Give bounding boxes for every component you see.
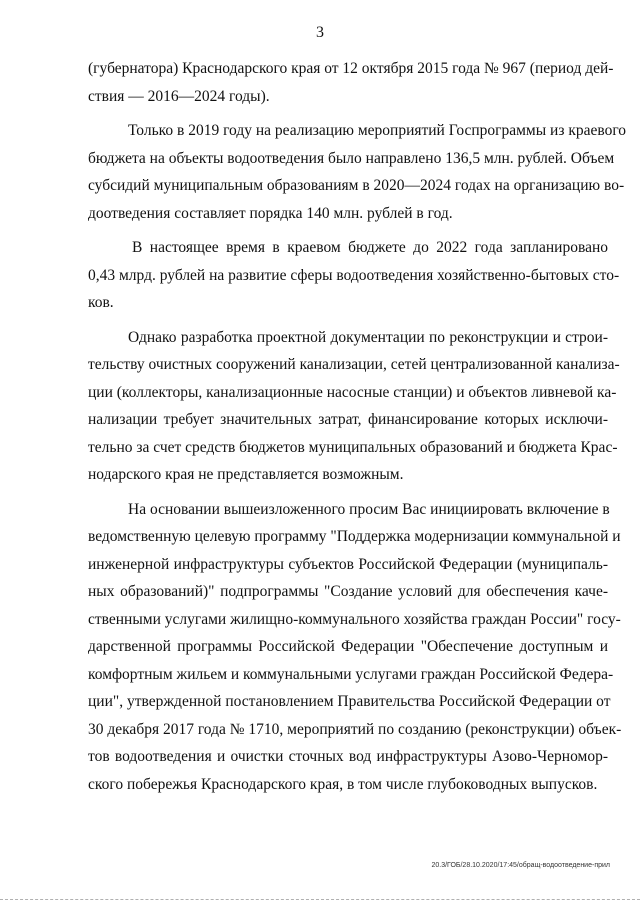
- text-line: Только в 2019 году на реализацию мероприятий Госпрограммы из краевого: [128, 122, 627, 139]
- text-line: ции", утвержденной постановлением Правительства Российской Федерации от: [88, 693, 611, 710]
- text-line: (губернатора) Краснодарского края от 12 октября 2015 года № 967 (период дей-: [88, 60, 614, 77]
- text-line: нодарского края не представляется возможным.: [88, 466, 404, 483]
- text-line: ведомственную целевую программу "Поддержка модернизации коммунальной и: [88, 528, 621, 545]
- text-line: 30 декабря 2017 года № 1710, мероприятий по созданию (реконструкции) объек-: [88, 720, 622, 738]
- text-line: 0,43 млрд. рублей на развитие сферы водоотведения хозяйственно-бытовых сто-: [88, 266, 620, 284]
- page-number: 3: [316, 24, 324, 41]
- text-line: ции (коллекторы, канализационные насосные станции) и объектов ливневой ка-: [88, 383, 617, 401]
- text-line: ков.: [88, 294, 114, 311]
- letter-body: [88, 55, 627, 798]
- text-line: тов водоотведения и очистки сточных вод инфраструктуры Азово-Черномор-: [88, 748, 608, 765]
- text-line: ных образований)" подпрограммы "Создание условий для обеспечения каче-: [88, 583, 608, 600]
- text-line: ствия — 2016—2024 годы).: [88, 87, 270, 105]
- text-line: субсидий муниципальным образованиям в 2020—2024 годах на организацию во-: [88, 177, 625, 194]
- text-line: тельству очистных сооружений канализации, сетей централизованной канализа-: [88, 356, 620, 373]
- text-line: ственными услугами жилищно-коммунального хозяйства граждан России" госу-: [88, 610, 621, 628]
- text-line: ского побережья Краснодарского края, в том числе глубоководных выпусков.: [88, 775, 598, 793]
- scan-edge-divider: [0, 899, 640, 902]
- text-line: Однако разработка проектной документации по реконструкции и строи-: [128, 328, 608, 346]
- text-line: тельно за счет средств бюджетов муниципальных образований и бюджета Крас-: [88, 438, 618, 456]
- text-line: доотведения составляет порядка 140 млн. рублей в год.: [88, 204, 453, 222]
- text-line: инженерной инфраструктуры субъектов Российской Федерации (муниципаль-: [88, 555, 608, 573]
- text-line: дарственной программы Российской Федерации "Обеспечение доступным и: [88, 638, 608, 655]
- text-line: В настоящее время в краевом бюджете до 2022 года запланировано: [132, 239, 608, 256]
- text-line: нализации требует значительных затрат, финансирование которых исключи-: [88, 411, 608, 428]
- text-line: комфортным жильем и коммунальными услугами граждан Российской Федера-: [88, 665, 614, 683]
- text-line: На основании вышеизложенного просим Вас инициировать включение в: [128, 500, 610, 518]
- text-line: бюджета на объекты водоотведения было направлено 136,5 млн. рублей. Объем: [88, 149, 615, 167]
- document-footer-code: 20.3/ГОБ/28.10.2020/17:45/обращ-водоотведение-прил: [431, 862, 610, 869]
